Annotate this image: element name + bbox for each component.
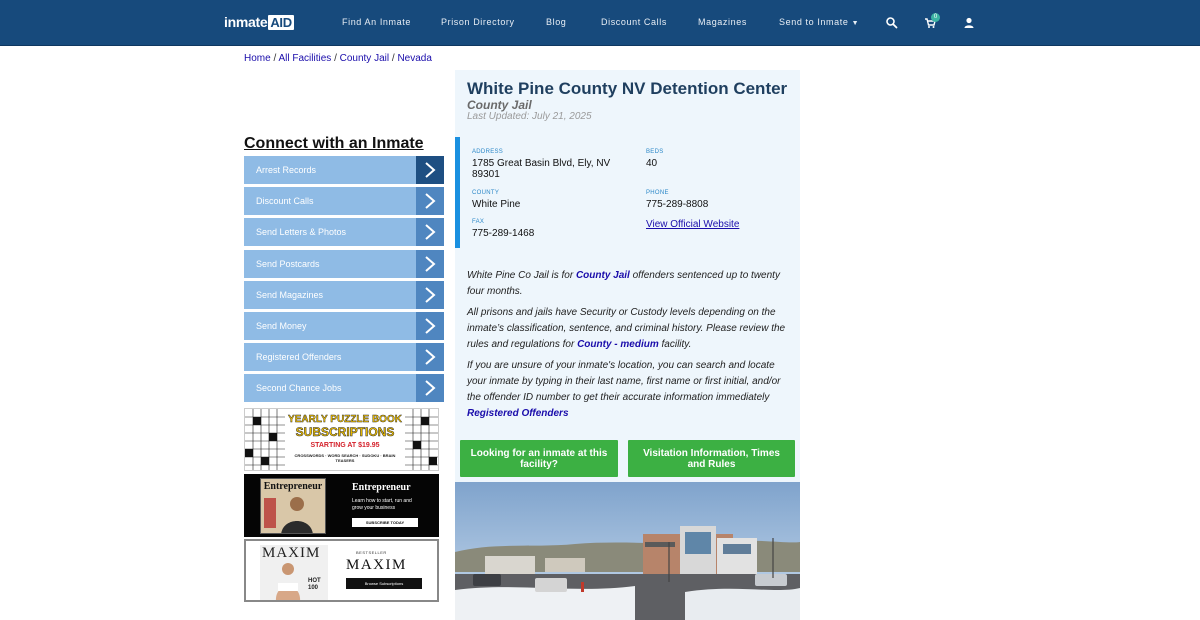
breadcrumb-nevada[interactable]: Nevada (397, 53, 432, 64)
subscribe-today-button[interactable]: SUBSCRIBE TODAY (352, 518, 418, 527)
find-inmate-button[interactable]: Looking for an inmate at this facility? (460, 440, 618, 477)
cover-person-graphic (261, 492, 326, 534)
sidebar-item-label: Send Postcards (256, 258, 320, 269)
sidebar-item-label: Registered Offenders (256, 352, 342, 363)
breadcrumb-separator: / (391, 53, 395, 64)
sidebar-item-discount-calls[interactable] (244, 187, 444, 215)
sidebar-menu (244, 156, 444, 406)
top-navbar (0, 0, 1200, 46)
p1-text-a: White Pine Co Jail is for (467, 270, 576, 281)
sidebar-item-send-magazines[interactable] (244, 281, 444, 309)
sidebar-item-label: Discount Calls (256, 196, 314, 207)
phone-label: PHONE (646, 190, 669, 196)
security-level-link[interactable]: County - medium (577, 339, 659, 350)
breadcrumb-separator: / (273, 53, 277, 64)
maxim-ad[interactable] (244, 539, 439, 602)
last-updated: Last Updated: July 21, 2025 (467, 111, 592, 122)
nav-magazines[interactable]: Magazines (698, 17, 747, 27)
sidebar-item-arrest-records[interactable] (244, 156, 444, 184)
maxim-cover-title: MAXIM (262, 545, 321, 561)
cart-count-badge: 0 (931, 13, 940, 22)
registered-offenders-link[interactable]: Registered Offenders (467, 408, 569, 419)
chevron-right-icon (416, 312, 444, 340)
site-logo[interactable] (224, 14, 294, 32)
facility-title: White Pine County NV Detention Center (467, 79, 788, 98)
chevron-right-icon (416, 218, 444, 246)
sidebar-item-send-letters[interactable] (244, 218, 444, 246)
beds-value: 40 (646, 158, 658, 169)
chevron-right-icon (416, 343, 444, 371)
fax-label: FAX (472, 219, 485, 225)
entrepreneur-cover (260, 478, 326, 534)
sidebar-item-second-chance-jobs[interactable] (244, 374, 444, 402)
sidebar-item-label: Send Letters & Photos (256, 227, 347, 238)
p1-text-b: offenders sentenced up to twenty four months. (467, 270, 780, 297)
chevron-right-icon (416, 156, 444, 184)
fax-value: 775-289-1468 (472, 228, 535, 239)
maxim-bestseller: BESTSELLER (356, 550, 387, 555)
search-icon[interactable] (885, 16, 899, 30)
sidebar-item-send-postcards[interactable] (244, 250, 444, 278)
description-paragraph-2 (467, 305, 789, 353)
sidebar-item-label: Second Chance Jobs (256, 383, 342, 394)
user-icon[interactable] (962, 16, 976, 30)
chevron-right-icon (416, 281, 444, 309)
description-paragraph-1 (467, 268, 789, 300)
description-paragraph-3 (467, 358, 789, 422)
facility-building-illustration (455, 482, 800, 620)
entrepreneur-brand: Entrepreneur (352, 482, 411, 493)
p2-text-b: facility. (658, 339, 692, 350)
facility-photo (455, 482, 800, 620)
p3-text-a: If you are unsure of your inmate's location, you can search and locate your inmate by typing in their last name, first name or first initial, and/or the offender ID number to get their accurate information immediately (467, 360, 781, 403)
nav-discount-calls[interactable]: Discount Calls (601, 17, 667, 27)
puzzle-subheadline: SUBSCRIPTIONS (295, 425, 395, 439)
breadcrumb-county-jail[interactable]: County Jail (339, 53, 390, 64)
breadcrumb (244, 53, 432, 64)
chevron-right-icon (416, 374, 444, 402)
maxim-brand: MAXIM (346, 557, 407, 573)
p2-text-a: All prisons and jails have Security or Custody levels depending on the inmate’s classification, sentence, and criminal history. Please review the rules and regulations for (467, 307, 786, 350)
nav-blog[interactable]: Blog (546, 17, 567, 27)
county-jail-link[interactable]: County Jail (575, 270, 630, 281)
sidebar-item-send-money[interactable] (244, 312, 444, 340)
county-value: White Pine (472, 199, 521, 210)
address-value: 1785 Great Basin Blvd, Ely, NV 89301 (472, 158, 611, 180)
browse-subscriptions-button[interactable]: Browse Subscriptions (346, 578, 422, 589)
chevron-right-icon (416, 250, 444, 278)
phone-value: 775-289-8808 (646, 199, 709, 210)
connect-heading[interactable]: Connect with an Inmate (244, 135, 424, 152)
breadcrumb-home[interactable]: Home (244, 53, 271, 64)
nav-prison-directory[interactable]: Prison Directory (441, 17, 515, 27)
nav-find-inmate[interactable]: Find An Inmate (342, 17, 411, 27)
sidebar-item-label: Send Magazines (256, 289, 324, 300)
entrepreneur-line2: grow your business (352, 505, 396, 511)
nav-send-to-inmate[interactable] (779, 17, 859, 27)
visitation-info-button[interactable]: Visitation Information, Times and Rules (628, 440, 795, 477)
logo-text: inmate (224, 14, 268, 30)
puzzle-headline: YEARLY PUZZLE BOOK (288, 414, 402, 425)
sidebar-item-registered-offenders[interactable] (244, 343, 444, 371)
official-website-link[interactable]: View Official Website (646, 219, 740, 230)
sidebar-item-label: Arrest Records (256, 165, 317, 175)
cover-model-graphic (260, 545, 328, 602)
entrepreneur-line1: Learn how to start, run and (352, 498, 412, 504)
puzzle-tagline: CROSSWORDS · WORD SEARCH · SUDOKU · BRAIN TEASERS (294, 453, 396, 463)
county-label: COUNTY (472, 190, 500, 196)
beds-label: BEDS (646, 149, 664, 155)
chevron-right-icon (416, 187, 444, 215)
breadcrumb-all-facilities[interactable]: All Facilities (278, 53, 332, 64)
maxim-cover (260, 545, 328, 602)
breadcrumb-separator: / (334, 53, 337, 64)
puzzle-book-ad[interactable] (244, 408, 439, 471)
caret-down-icon: ▼ (851, 20, 860, 27)
address-label: ADDRESS (472, 149, 504, 155)
facility-type: County Jail (467, 98, 532, 112)
puzzle-price: STARTING AT $19.95 (310, 442, 380, 449)
sidebar-item-label: Send Money (256, 320, 307, 331)
nav-send-to-inmate-label: Send to Inmate (779, 17, 849, 27)
maxim-hot100: HOT 100 (308, 578, 321, 591)
logo-box-text: AID (270, 15, 292, 30)
entrepreneur-ad[interactable] (244, 474, 439, 537)
entrepreneur-cover-title: Entrepreneur (263, 481, 323, 492)
